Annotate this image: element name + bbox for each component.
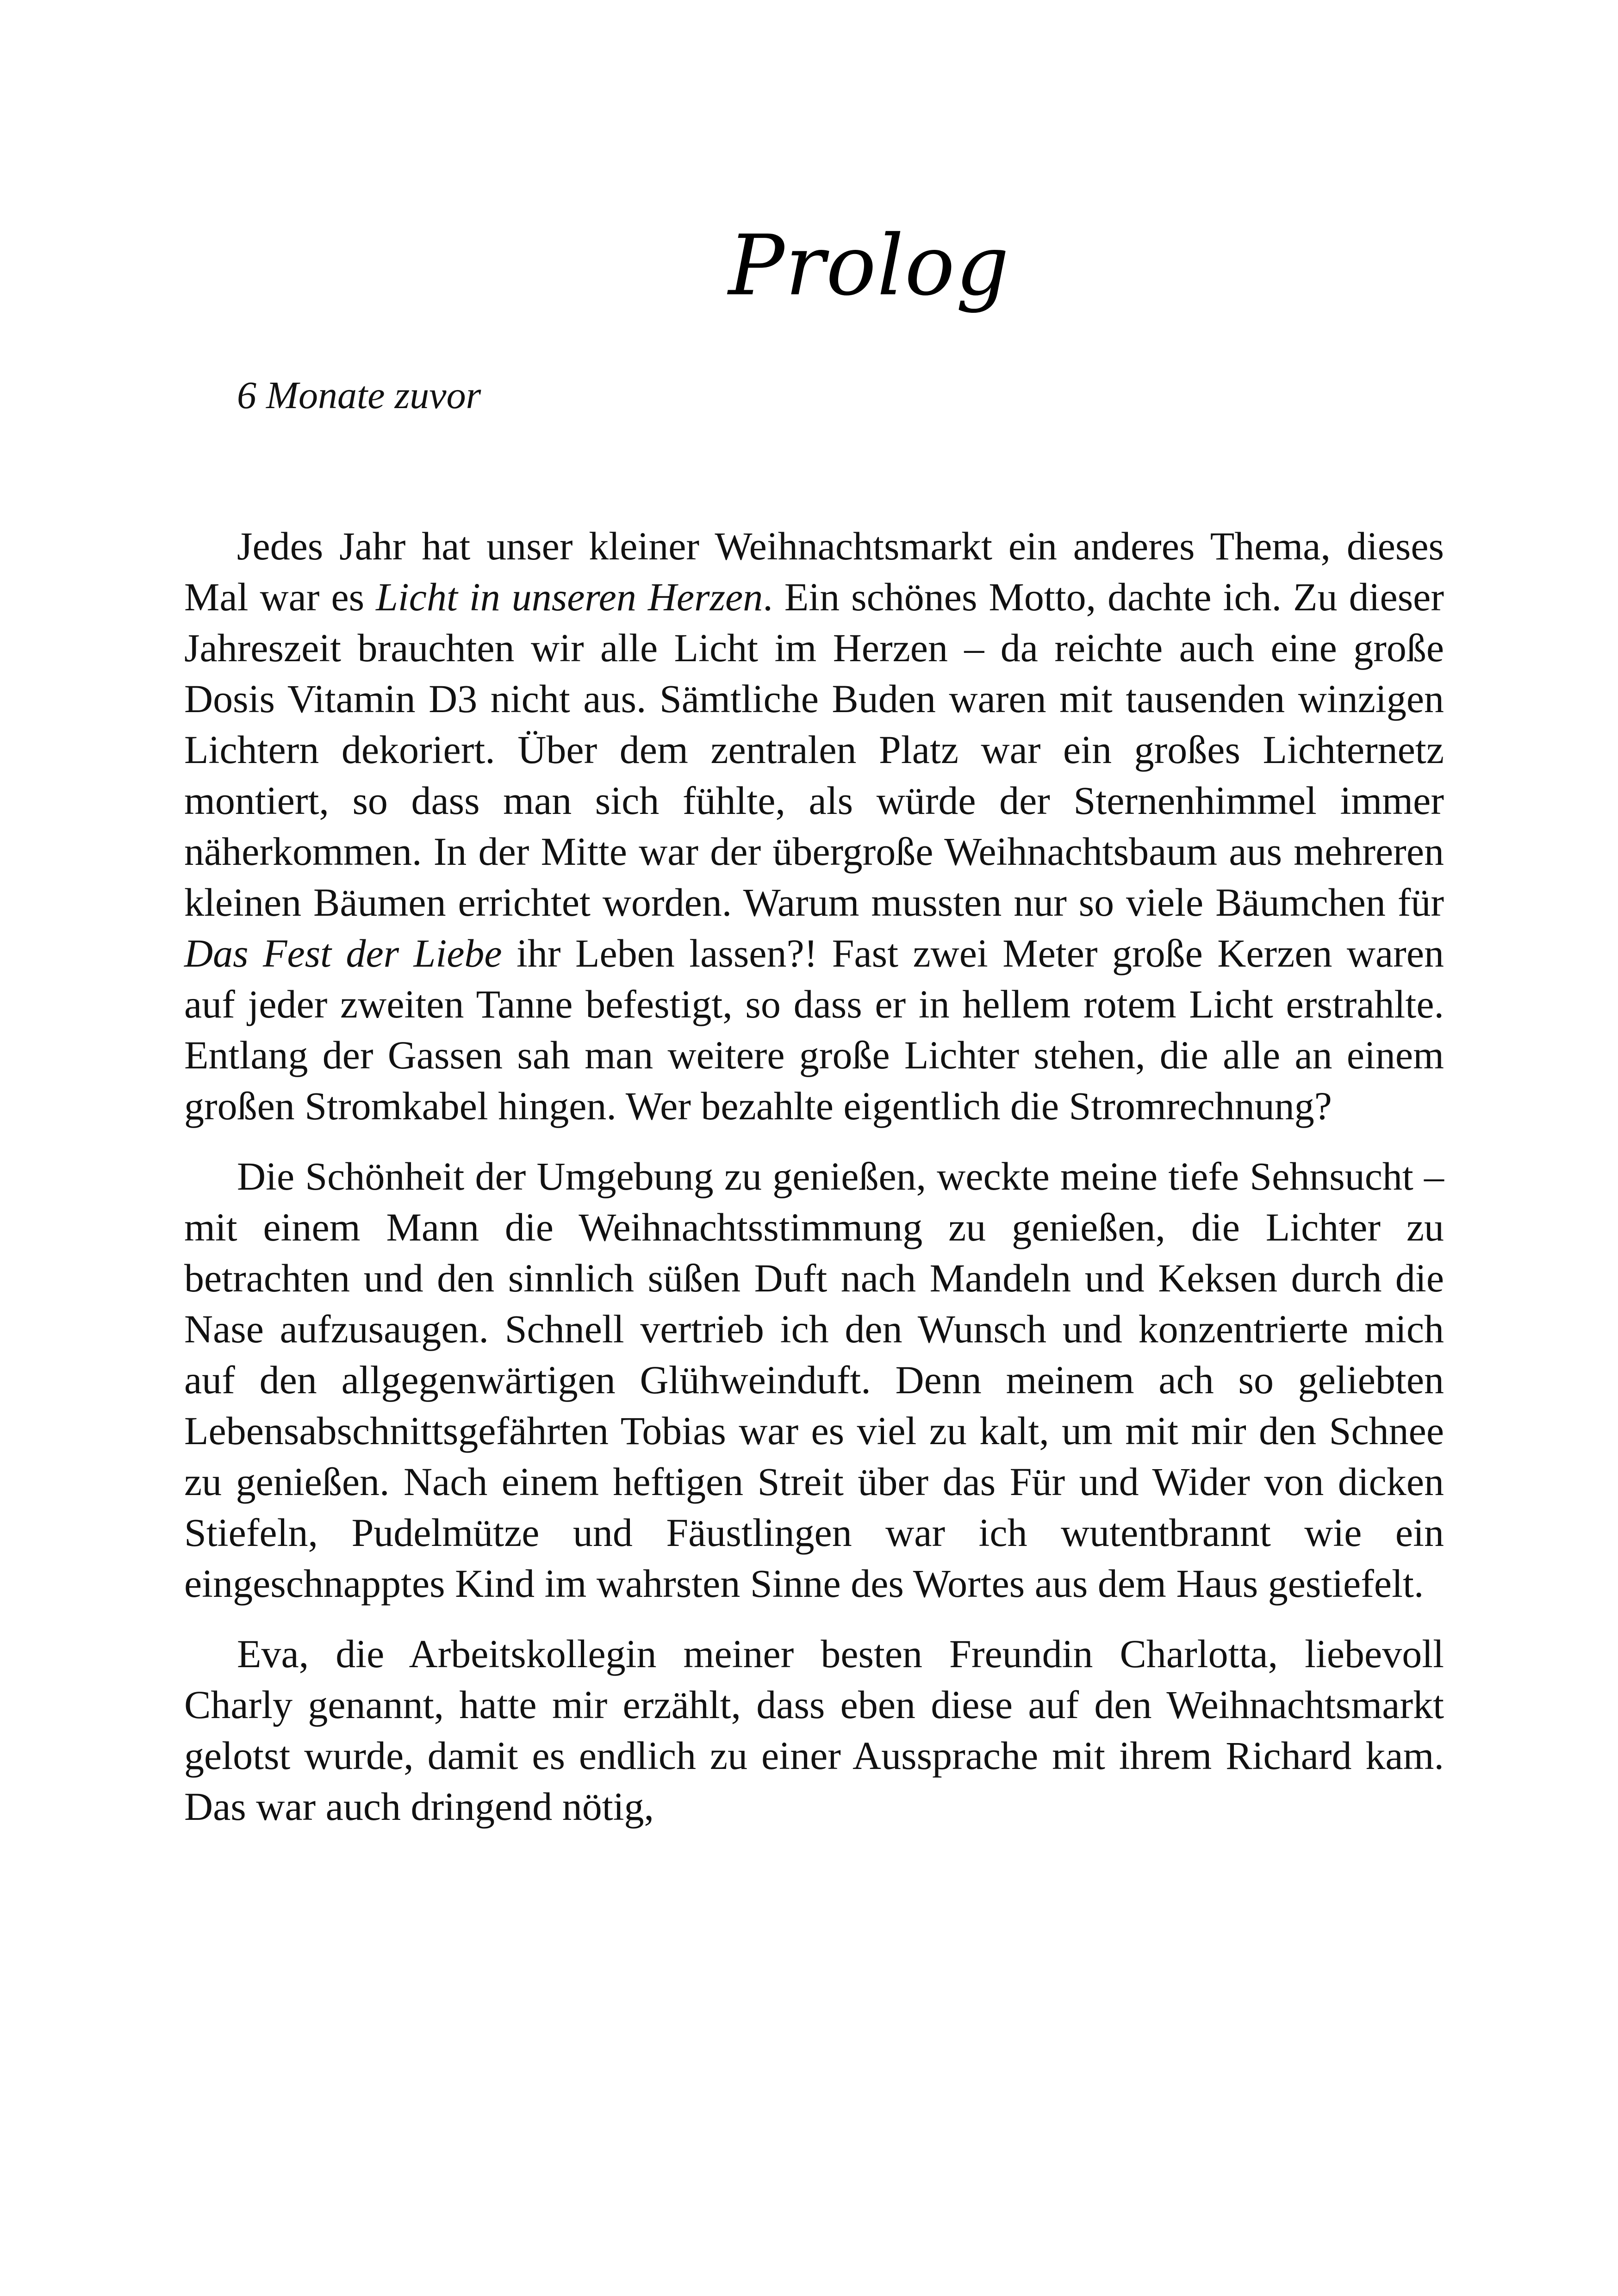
paragraph: [184, 521, 1444, 1131]
chapter-dateline: 6 Monate zuvor: [237, 374, 481, 417]
text-run: ihr Leben lassen?! Fast zwei Meter große Kerzen waren auf jeder zweiten Tanne befestigt, so dass er in hellem rotem Licht erstrahlte. Entlang der Gassen sah man weitere große Lichter stehen, die alle an einem großen Stromkabel hingen. Wer bezahlte eigentlich die Stromrechnung?: [184, 931, 1444, 1128]
text-run-italic: Licht in unseren Herzen: [376, 575, 763, 619]
paragraph: [184, 1151, 1444, 1609]
chapter-title: Prolog: [728, 217, 1010, 314]
body-text: [184, 521, 1444, 1832]
text-run-italic: Das Fest der Liebe: [184, 931, 502, 975]
paragraph: [184, 1628, 1444, 1832]
text-run: Jedes Jahr hat unser kleiner Weihnachtsmarkt ein anderes Thema, dieses Mal war es: [184, 524, 1444, 619]
text-run: Die Schönheit der Umgebung zu genießen, weckte meine tiefe Sehnsucht – mit einem Mann die Weihnachtsstimmung zu genießen, die Lichter zu betrachten und den sinnlich süßen Duft nach Mandeln und Keksen durch die Nase aufzusaugen. Schnell vertrieb ich den Wunsch und konzentrierte mich auf den allgegenwärtigen Glühweinduft. Denn meinem ach so geliebten Lebensabschnittsgefährten Tobias war es viel zu kalt, um mit mir den Schnee zu genießen. Nach einem heftigen Streit über das Für und Wider von dicken Stiefeln, Pudelmütze und Fäustlingen war ich wutentbrannt wie ein eingeschnapptes Kind im wahrsten Sinne des Wortes aus dem Haus gestiefelt.: [184, 1154, 1444, 1606]
text-run: Eva, die Arbeitskollegin meiner besten Freundin Charlotta, liebevoll Charly genannt, hatte mir erzählt, dass eben diese auf den Weihnachtsmarkt gelotst wurde, damit es endlich zu einer Aussprache mit ihrem Richard kam. Das war auch dringend nötig,: [184, 1632, 1444, 1829]
text-run: . Ein schönes Motto, dachte ich. Zu dieser Jahreszeit brauchten wir alle Licht im Herzen – da reichte auch eine große Dosis Vitamin D3 nicht aus. Sämtliche Buden waren mit tausenden winzigen Lichtern dekoriert. Über dem zentralen Platz war ein großes Lichternetz montiert, so dass man sich fühlte, als würde der Sternenhimmel immer näherkommen. In der Mitte war der übergroße Weihnachtsbaum aus mehreren kleinen Bäumen errichtet worden. Warum mussten nur so viele Bäumchen für: [184, 575, 1444, 925]
